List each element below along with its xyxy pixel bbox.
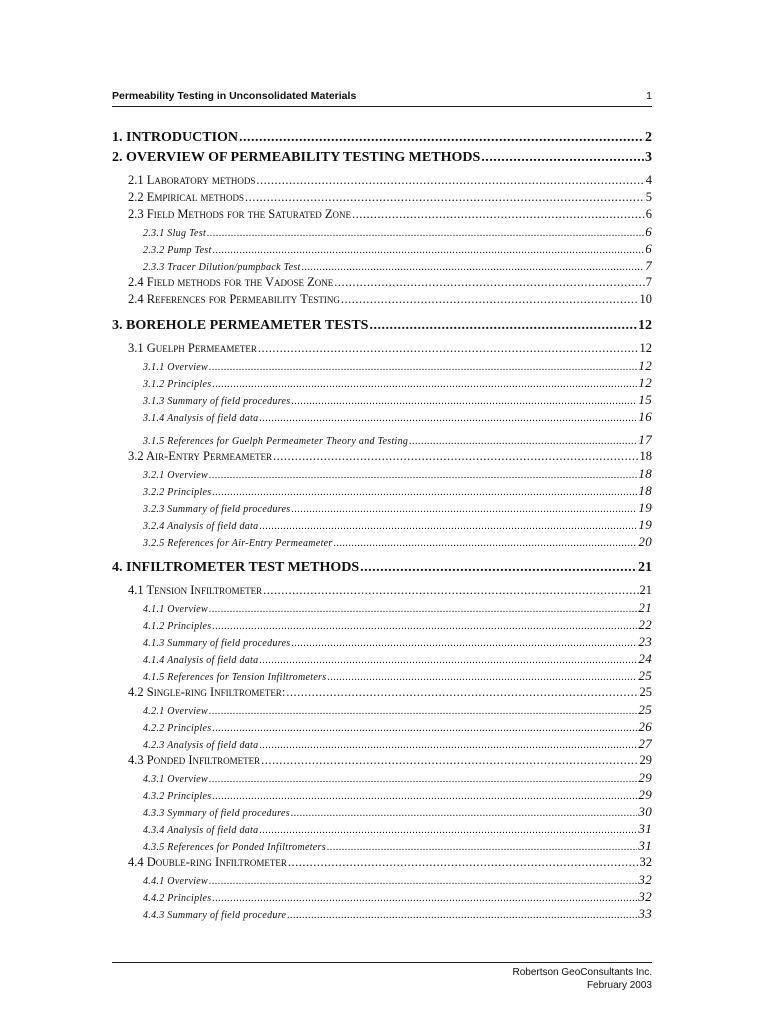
toc-entry-title: 3.1.2 Principles: [143, 379, 212, 390]
toc-entry-title: 4.3.3 Symmary of field procedures: [143, 808, 290, 819]
toc-entry-page: 18: [638, 466, 652, 481]
toc-entry-title: 4.2.3 Analysis of field data: [143, 740, 259, 751]
toc-entry-title: 2.4 Field methods for the Vadose Zone: [128, 275, 334, 289]
toc-entry-page: 22: [638, 617, 652, 632]
toc-entry-level-2[interactable]: [112, 274, 652, 291]
toc-entry-page: 10: [639, 292, 652, 306]
toc-entry-level-1[interactable]: [112, 128, 652, 148]
toc-entry-page: 31: [638, 838, 652, 853]
toc-entry-level-3[interactable]: [112, 905, 652, 922]
toc-entry-title: 4.3 Ponded Infiltrometer: [128, 753, 261, 767]
toc-entry-title: 4.2.2 Principles: [143, 723, 212, 734]
toc-entry-page: 12: [639, 341, 652, 355]
dot-leader: [287, 907, 637, 922]
toc-entry-title: 4.3.2 Principles: [143, 791, 212, 802]
dot-leader: [327, 669, 637, 684]
toc-entry-title: 4.3.5 References for Ponded Infiltrometers: [143, 842, 326, 853]
toc-entry-title: 2. OVERVIEW OF PERMEABILITY TESTING METHODS: [112, 150, 481, 165]
toc-entry-title: 4.2.1 Overview: [143, 706, 209, 717]
toc-entry-page: 6: [645, 241, 652, 256]
toc-entry-level-3[interactable]: [112, 803, 652, 820]
dot-leader: [245, 189, 645, 206]
toc-entry-level-3[interactable]: [112, 701, 652, 718]
toc-entry-title: 3.2.3 Summary of field procedures: [143, 504, 291, 515]
toc-entry-page: 18: [639, 449, 652, 463]
toc-entry-page: 5: [645, 190, 652, 204]
toc-entry-page: 6: [645, 207, 652, 221]
dot-leader: [291, 635, 637, 650]
toc-entry-level-3[interactable]: [112, 240, 652, 257]
toc-entry-title: 3.1 Guelph Permeameter: [128, 341, 257, 355]
toc-entry-level-3[interactable]: [112, 533, 652, 550]
toc-entry-level-3[interactable]: [112, 650, 652, 667]
dot-leader: [334, 535, 638, 550]
toc-entry-title: 3.2.1 Overview: [143, 470, 209, 481]
toc-entry-title: 4.3.4 Analysis of field data: [143, 825, 259, 836]
toc-entry-title: 4.4 Double-ring Infiltrometer: [128, 855, 287, 869]
header-page-number: 1: [646, 90, 652, 102]
dot-leader: [341, 291, 639, 308]
dot-leader: [273, 448, 639, 465]
toc-entry-page: 29: [638, 787, 652, 802]
header-title: Permeability Testing in Unconsolidated Materials: [112, 90, 357, 102]
toc-entry-level-2[interactable]: [112, 340, 652, 357]
toc-entry-level-3[interactable]: [112, 735, 652, 752]
toc-entry-title: 2.3.1 Slug Test: [143, 228, 207, 239]
dot-leader: [209, 873, 637, 888]
toc-entry-level-3[interactable]: [112, 667, 652, 684]
dot-leader: [239, 128, 644, 148]
toc-entry-page: 24: [638, 651, 652, 666]
dot-leader: [209, 359, 637, 374]
toc-entry-level-3[interactable]: [112, 465, 652, 482]
toc-entry-level-2[interactable]: [112, 684, 652, 701]
dot-leader: [212, 788, 637, 803]
toc-entry-title: 4.4.1 Overview: [143, 876, 209, 887]
dot-leader: [352, 206, 645, 223]
toc-entry-page: 4: [645, 173, 652, 187]
toc-entry-title: 2.3 Field Methods for the Saturated Zone: [128, 207, 352, 221]
toc-entry-page: 2: [645, 130, 652, 145]
toc-entry-level-3[interactable]: [112, 786, 652, 803]
toc-entry-page: 12: [638, 375, 652, 390]
toc-entry-page: 19: [638, 500, 652, 515]
dot-leader: [360, 558, 637, 578]
toc-entry-page: 26: [638, 719, 652, 734]
toc-entry-level-3[interactable]: [112, 408, 652, 425]
toc-entry-level-3[interactable]: [112, 599, 652, 616]
toc-entry-level-3[interactable]: [112, 374, 652, 391]
toc-entry-title: 4. INFILTROMETER TEST METHODS: [112, 560, 360, 575]
toc-entry-page: 32: [638, 889, 652, 904]
toc-entry-page: 20: [638, 534, 652, 549]
toc-entry-page: 25: [638, 668, 652, 683]
dot-leader: [334, 274, 644, 291]
toc-entry-title: 4.2 Single-ring Infiltrometer:: [128, 685, 286, 699]
toc-entry-level-3[interactable]: [112, 357, 652, 374]
header-rule: [112, 106, 652, 107]
toc-entry-page: 23: [638, 634, 652, 649]
toc-entry-title: 4.1.3 Summary of field procedures: [143, 638, 291, 649]
toc-entry-page: 29: [639, 753, 652, 767]
toc-entry-level-2[interactable]: [112, 291, 652, 308]
toc-entry-level-3[interactable]: [112, 391, 652, 408]
dot-leader: [369, 316, 637, 336]
toc-entry-title: 3.2.2 Principles: [143, 487, 212, 498]
toc-entry-level-2[interactable]: [112, 172, 652, 189]
toc-entry-page: 19: [638, 517, 652, 532]
toc-entry-page: 27: [638, 736, 652, 751]
running-header: [112, 88, 652, 106]
toc-entry-page: 17: [638, 432, 652, 447]
dot-leader: [263, 582, 638, 599]
dot-leader: [409, 433, 637, 448]
toc-entry-page: 29: [638, 770, 652, 785]
toc-entry-page: 21: [639, 583, 652, 597]
toc-entry-title: 4.1.2 Principles: [143, 621, 212, 632]
toc-entry-title: 2.4 References for Permeability Testing: [128, 292, 340, 306]
toc-entry-page: 33: [638, 906, 652, 921]
toc-entry-level-3[interactable]: [112, 431, 652, 448]
toc-entry-level-3[interactable]: [112, 616, 652, 633]
toc-entry-level-2[interactable]: [112, 448, 652, 465]
toc-entry-title: 4.4.3 Summary of field procedure: [143, 910, 287, 921]
toc-entry-level-3[interactable]: [112, 718, 652, 735]
toc-entry-page: 32: [638, 872, 652, 887]
toc-entry-page: 21: [638, 600, 652, 615]
toc-entry-title: 1. INTRODUCTION: [112, 130, 239, 145]
toc-entry-page: 12: [638, 358, 652, 373]
toc-entry-title: 2.1 Laboratory methods: [128, 173, 256, 187]
toc-entry-page: 12: [638, 318, 652, 333]
toc-entry-level-3[interactable]: [112, 223, 652, 240]
toc-entry-level-3[interactable]: [112, 871, 652, 888]
footer-company: Robertson GeoConsultants Inc.: [512, 967, 652, 978]
toc-entry-level-1[interactable]: [112, 148, 652, 168]
toc-entry-title: 4.1.4 Analysis of field data: [143, 655, 259, 666]
toc-entry-level-3[interactable]: [112, 516, 652, 533]
toc-entry-level-2[interactable]: [112, 189, 652, 206]
toc-entry-page: 30: [638, 804, 652, 819]
dot-leader: [209, 601, 637, 616]
dot-leader: [258, 340, 639, 357]
dot-leader: [288, 854, 639, 871]
running-footer: [512, 966, 652, 992]
dot-leader: [212, 618, 637, 633]
toc-entry-title: 3.1.5 References for Guelph Permeameter Theory and Testing: [143, 436, 409, 447]
dot-leader: [213, 242, 645, 257]
dot-leader: [291, 501, 637, 516]
toc-entry-page: 3: [645, 150, 652, 165]
table-of-contents: [112, 128, 652, 922]
toc-entry-level-3[interactable]: [112, 257, 652, 274]
toc-entry-page: 25: [638, 702, 652, 717]
toc-entry-level-1[interactable]: [112, 316, 652, 336]
toc-entry-page: 6: [645, 224, 652, 239]
toc-entry-title: 2.3.3 Tracer Dilution/pumpback Test: [143, 262, 301, 273]
toc-entry-level-3[interactable]: [112, 499, 652, 516]
toc-entry-title: 4.1 Tension Infiltrometer: [128, 583, 263, 597]
toc-entry-level-3[interactable]: [112, 769, 652, 786]
toc-entry-title: 3. BOREHOLE PERMEAMETER TESTS: [112, 318, 369, 333]
dot-leader: [212, 890, 637, 905]
dot-leader: [259, 410, 637, 425]
toc-entry-page: 7: [645, 258, 652, 273]
toc-entry-page: 25: [639, 685, 652, 699]
toc-entry-level-3[interactable]: [112, 633, 652, 650]
toc-entry-level-2[interactable]: [112, 854, 652, 871]
footer-rule: [112, 962, 652, 963]
dot-leader: [286, 684, 638, 701]
dot-leader: [259, 822, 637, 837]
dot-leader: [481, 148, 644, 168]
dot-leader: [209, 467, 637, 482]
toc-entry-page: 18: [638, 483, 652, 498]
dot-leader: [259, 737, 637, 752]
toc-entry-title: 4.4.2 Principles: [143, 893, 212, 904]
toc-entry-page: 21: [638, 560, 652, 575]
toc-entry-level-1[interactable]: [112, 558, 652, 578]
dot-leader: [259, 652, 637, 667]
toc-entry-level-3[interactable]: [112, 888, 652, 905]
dot-leader: [212, 720, 637, 735]
toc-entry-title: 4.1.1 Overview: [143, 604, 209, 615]
dot-leader: [291, 393, 637, 408]
toc-entry-title: 2.2 Empirical methods: [128, 190, 245, 204]
toc-entry-page: 7: [645, 275, 652, 289]
dot-leader: [291, 805, 637, 820]
toc-entry-page: 32: [639, 855, 652, 869]
toc-entry-title: 4.1.5 References for Tension Infiltrometers: [143, 672, 327, 683]
dot-leader: [209, 771, 637, 786]
dot-leader: [212, 484, 637, 499]
toc-entry-page: 15: [638, 392, 652, 407]
toc-entry-title: 3.1.4 Analysis of field data: [143, 413, 259, 424]
toc-entry-title: 3.2.5 References for Air-Entry Permeameter: [143, 538, 333, 549]
footer-date: February 2003: [586, 980, 652, 991]
dot-leader: [259, 518, 637, 533]
dot-leader: [256, 172, 644, 189]
toc-entry-level-2[interactable]: [112, 206, 652, 223]
dot-leader: [302, 259, 645, 274]
toc-entry-title: 3.2 Air-Entry Permeameter: [128, 449, 272, 463]
toc-entry-title: 2.3.2 Pump Test: [143, 245, 212, 256]
toc-entry-page: 31: [638, 821, 652, 836]
toc-entry-level-2[interactable]: [112, 752, 652, 769]
toc-entry-level-3[interactable]: [112, 820, 652, 837]
dot-leader: [209, 703, 637, 718]
toc-entry-title: 3.1.1 Overview: [143, 362, 209, 373]
toc-entry-page: 16: [638, 409, 652, 424]
toc-entry-level-2[interactable]: [112, 582, 652, 599]
toc-entry-title: 3.2.4 Analysis of field data: [143, 521, 259, 532]
dot-leader: [212, 376, 637, 391]
toc-entry-title: 3.1.3 Summary of field procedures: [143, 396, 291, 407]
toc-entry-level-3[interactable]: [112, 837, 652, 854]
dot-leader: [261, 752, 638, 769]
toc-entry-level-3[interactable]: [112, 482, 652, 499]
dot-leader: [327, 839, 637, 854]
toc-entry-title: 4.3.1 Overview: [143, 774, 209, 785]
dot-leader: [207, 225, 644, 240]
